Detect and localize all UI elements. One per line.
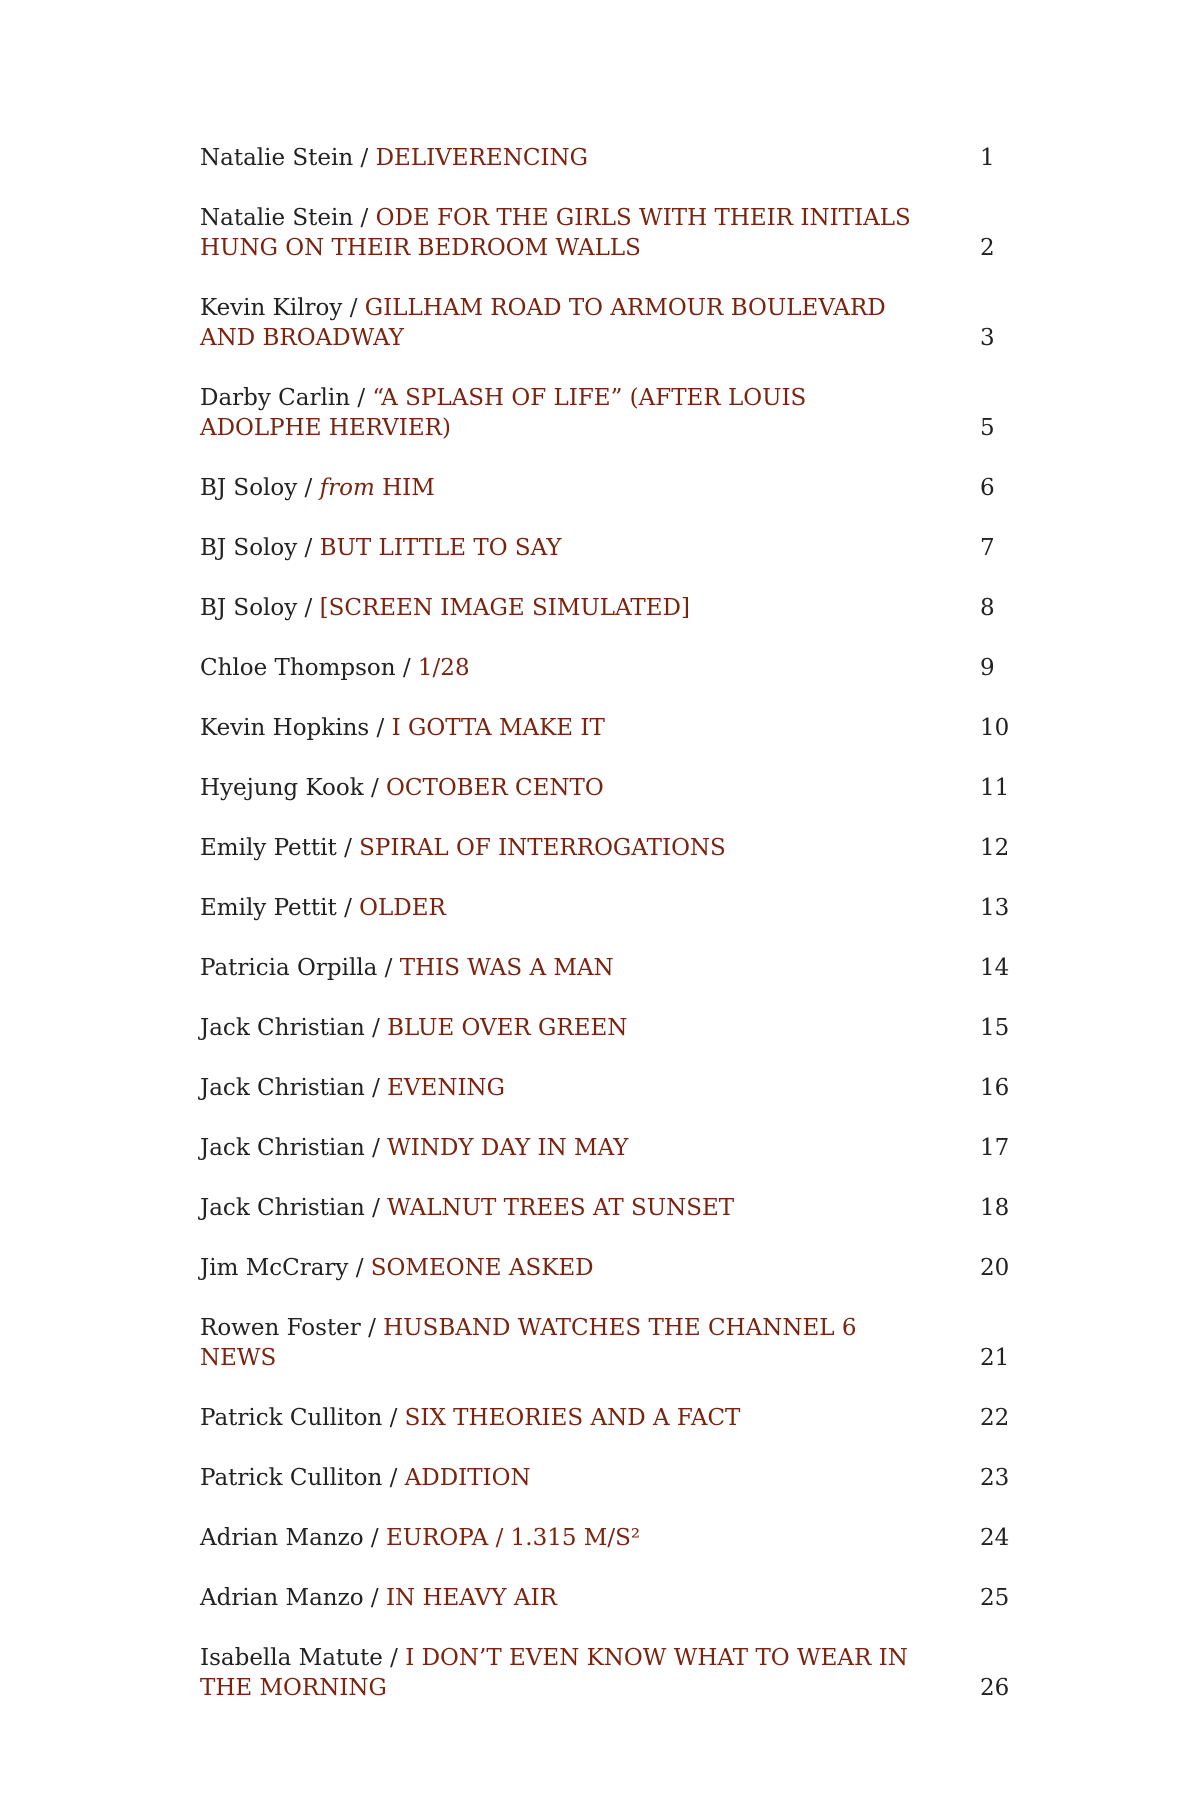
entry-separator: / — [395, 655, 418, 681]
entry-text — [200, 1013, 920, 1043]
toc-entry — [200, 143, 1040, 173]
entry-page-number: 22 — [980, 1405, 1010, 1431]
entry-separator: / — [363, 775, 387, 801]
entry-page-number: 10 — [980, 715, 1010, 741]
entry-separator: / — [382, 1465, 405, 1491]
toc-entry — [200, 533, 1040, 563]
entry-separator: / — [382, 1405, 405, 1431]
toc-entry — [200, 1403, 1040, 1433]
entry-author: Emily Pettit — [200, 835, 337, 861]
entry-author: Isabella Matute — [200, 1645, 383, 1671]
entry-separator: / — [353, 205, 376, 231]
entry-title: BLUE OVER GREEN — [387, 1015, 628, 1041]
entry-separator: / — [297, 535, 320, 561]
toc-entry — [200, 593, 1040, 623]
entry-separator: / — [348, 1255, 371, 1281]
toc-entry — [200, 773, 1040, 803]
entry-page-number: 7 — [980, 535, 995, 561]
entry-title: ODE FOR THE GIRLS WITH THEIR INITIALS HUNG ON THEIR BEDROOM WALLS — [200, 205, 911, 261]
entry-separator: / — [336, 835, 360, 861]
toc-entry — [200, 1463, 1040, 1493]
entry-author: Rowen Foster — [200, 1315, 361, 1341]
entry-page-number: 20 — [980, 1255, 1010, 1281]
entry-author: Kevin Hopkins — [200, 715, 370, 741]
entry-title: THIS WAS A MAN — [399, 955, 614, 981]
entry-separator: / — [350, 385, 373, 411]
entry-text — [200, 383, 920, 443]
entry-separator: / — [382, 1645, 406, 1671]
entry-page-number: 14 — [980, 955, 1010, 981]
entry-page-number: 2 — [980, 235, 995, 261]
entry-title: BUT LITTLE TO SAY — [319, 535, 562, 561]
entry-separator: / — [364, 1075, 388, 1101]
toc-entry — [200, 1313, 1040, 1373]
entry-page-number: 23 — [980, 1465, 1010, 1491]
entry-page-number: 18 — [980, 1195, 1010, 1221]
entry-title: EVENING — [387, 1075, 506, 1101]
toc-entry — [200, 833, 1040, 863]
toc-entry — [200, 1013, 1040, 1043]
toc-entry — [200, 293, 1040, 353]
entry-page-number: 6 — [980, 475, 995, 501]
entry-page-number: 8 — [980, 595, 995, 621]
entry-title: I DON’T EVEN KNOW WHAT TO WEAR IN THE MORNING — [200, 1645, 908, 1701]
toc-entry — [200, 1133, 1040, 1163]
entry-text — [200, 1193, 920, 1223]
entry-separator: / — [336, 895, 360, 921]
entry-title: ADDITION — [404, 1465, 531, 1491]
entry-text — [200, 773, 920, 803]
entry-author: Emily Pettit — [200, 895, 337, 921]
entry-page-number: 25 — [980, 1585, 1010, 1611]
toc-entry — [200, 1643, 1040, 1703]
entry-page-number: 12 — [980, 835, 1010, 861]
entry-author: Jack Christian — [200, 1015, 365, 1041]
toc-entry — [200, 653, 1040, 683]
entry-text — [200, 653, 920, 683]
entry-title: WALNUT TREES AT SUNSET — [387, 1195, 735, 1221]
entry-text — [200, 293, 920, 353]
entry-separator: / — [360, 1315, 384, 1341]
entry-page-number: 17 — [980, 1135, 1010, 1161]
entry-separator: / — [297, 595, 320, 621]
entry-author: Jack Christian — [200, 1075, 365, 1101]
entry-author: Patricia Orpilla — [200, 955, 378, 981]
toc-entry — [200, 1583, 1040, 1613]
entry-author: Chloe Thompson — [200, 655, 396, 681]
table-of-contents — [200, 143, 1040, 1733]
entry-page-number: 9 — [980, 655, 995, 681]
entry-title: WINDY DAY IN MAY — [387, 1135, 629, 1161]
entry-title: “A SPLASH OF LIFE” (AFTER LOUIS ADOLPHE HERVIER) — [200, 385, 807, 441]
entry-author: BJ Soloy — [200, 535, 298, 561]
entry-title: HUSBAND WATCHES THE CHANNEL 6 NEWS — [200, 1315, 857, 1371]
entry-author: Jack Christian — [200, 1135, 365, 1161]
entry-text — [200, 473, 920, 503]
toc-entry — [200, 1073, 1040, 1103]
entry-author: Natalie Stein — [200, 145, 354, 171]
toc-entry — [200, 953, 1040, 983]
entry-text — [200, 833, 920, 863]
entry-separator: / — [363, 1525, 386, 1551]
entry-title: SIX THEORIES AND A FACT — [404, 1405, 741, 1431]
entry-text — [200, 953, 920, 983]
entry-author: Patrick Culliton — [200, 1405, 383, 1431]
entry-author: Adrian Manzo — [200, 1585, 364, 1611]
entry-page-number: 5 — [980, 415, 995, 441]
entry-separator: / — [364, 1195, 388, 1221]
entry-title: OLDER — [359, 895, 446, 921]
entry-author: BJ Soloy — [200, 475, 298, 501]
entry-page-number: 11 — [980, 775, 1010, 801]
entry-title: 1/28 — [417, 655, 470, 681]
entry-separator: / — [364, 1135, 388, 1161]
entry-author: Natalie Stein — [200, 205, 354, 231]
entry-title: DELIVERENCING — [375, 145, 588, 171]
toc-entry — [200, 383, 1040, 443]
entry-author: Jack Christian — [200, 1195, 365, 1221]
entry-author: BJ Soloy — [200, 595, 298, 621]
toc-entry — [200, 473, 1040, 503]
entry-text — [200, 1583, 920, 1613]
entry-separator: / — [377, 955, 400, 981]
entry-page-number: 21 — [980, 1345, 1010, 1371]
entry-title-prefix: from — [319, 475, 375, 501]
entry-text — [200, 1643, 920, 1703]
entry-title: IN HEAVY AIR — [385, 1585, 557, 1611]
entry-author: Jim McCrary — [200, 1255, 349, 1281]
entry-title: [SCREEN IMAGE SIMULATED] — [319, 595, 690, 621]
entry-text — [200, 1073, 920, 1103]
entry-separator: / — [363, 1585, 386, 1611]
entry-page-number: 26 — [980, 1675, 1010, 1701]
entry-text — [200, 1523, 920, 1553]
toc-entry — [200, 1193, 1040, 1223]
entry-title: HIM — [382, 475, 435, 501]
entry-text — [200, 593, 920, 623]
entry-author: Kevin Kilroy — [200, 295, 343, 321]
entry-page-number: 1 — [980, 145, 995, 171]
toc-entry — [200, 1523, 1040, 1553]
entry-text — [200, 1133, 920, 1163]
entry-text — [200, 1313, 920, 1373]
entry-author: Hyejung Kook — [200, 775, 364, 801]
entry-text — [200, 1463, 920, 1493]
entry-title: I GOTTA MAKE IT — [391, 715, 605, 741]
entry-author: Darby Carlin — [200, 385, 351, 411]
entry-separator: / — [364, 1015, 388, 1041]
entry-page-number: 3 — [980, 325, 995, 351]
toc-entry — [200, 203, 1040, 263]
entry-text — [200, 1253, 920, 1283]
entry-page-number: 24 — [980, 1525, 1010, 1551]
entry-text — [200, 203, 920, 263]
entry-separator: / — [342, 295, 365, 321]
entry-page-number: 16 — [980, 1075, 1010, 1101]
entry-text — [200, 1403, 920, 1433]
entry-text — [200, 713, 920, 743]
entry-separator: / — [297, 475, 320, 501]
entry-text — [200, 143, 920, 173]
toc-entry — [200, 713, 1040, 743]
entry-author: Patrick Culliton — [200, 1465, 383, 1491]
toc-entry — [200, 1253, 1040, 1283]
entry-page-number: 13 — [980, 895, 1010, 921]
entry-text — [200, 893, 920, 923]
entry-author: Adrian Manzo — [200, 1525, 364, 1551]
entry-separator: / — [353, 145, 376, 171]
entry-text — [200, 533, 920, 563]
entry-title: GILLHAM ROAD TO ARMOUR BOULEVARD AND BROADWAY — [200, 295, 886, 351]
toc-entry — [200, 893, 1040, 923]
entry-page-number: 15 — [980, 1015, 1010, 1041]
entry-title: EUROPA / 1.315 M/S² — [385, 1525, 641, 1551]
entry-title: SPIRAL OF INTERROGATIONS — [359, 835, 726, 861]
entry-title: SOMEONE ASKED — [370, 1255, 594, 1281]
entry-title: OCTOBER CENTO — [386, 775, 604, 801]
entry-separator: / — [369, 715, 392, 741]
